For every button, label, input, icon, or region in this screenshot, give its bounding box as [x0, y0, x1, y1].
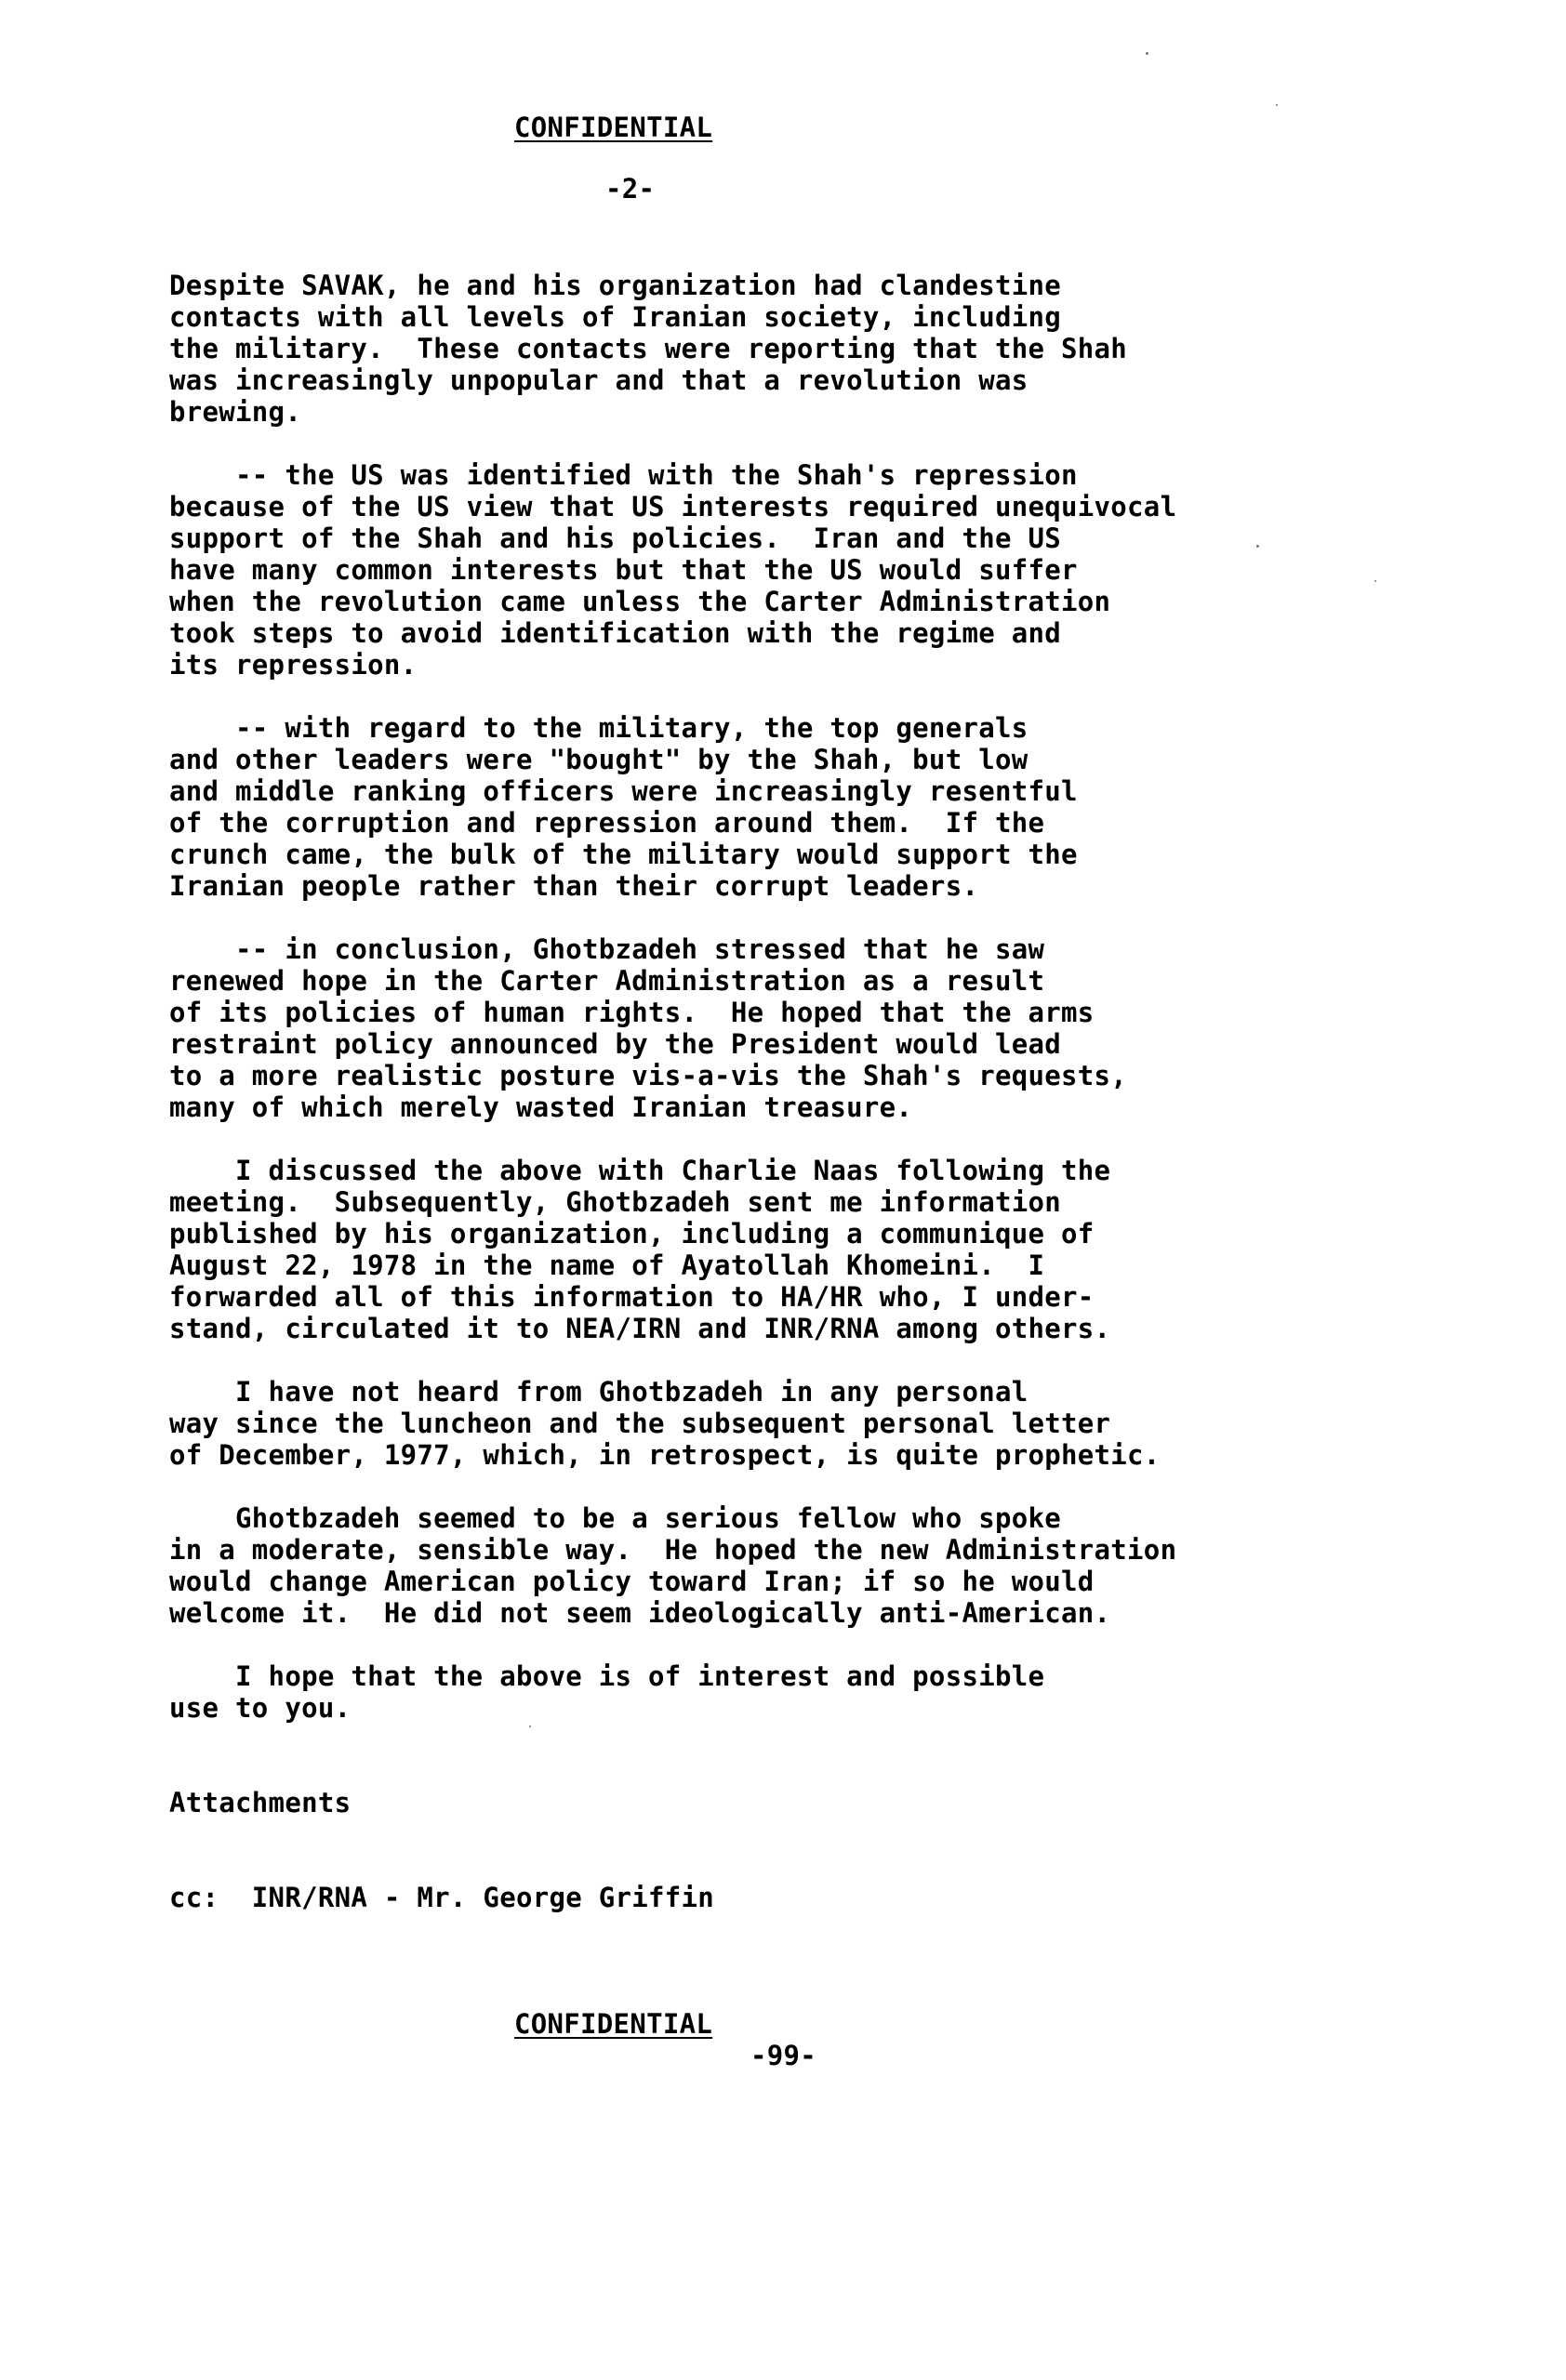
body-line: Despite SAVAK, he and his organization had clandestine	[169, 270, 1062, 301]
body-line: was increasingly unpopular and that a revolution was	[169, 364, 1029, 396]
body-line: way since the luncheon and the subsequent personal letter	[169, 1408, 1111, 1439]
body-line: to a more realistic posture vis-a-vis the Shah's requests,	[169, 1060, 1128, 1091]
body-line: meeting. Subsequently, Ghotbzadeh sent me information	[169, 1186, 1062, 1218]
body-line: in a moderate, sensible way. He hoped the new Administration	[169, 1534, 1177, 1566]
scan-speck	[1374, 580, 1376, 582]
scan-speck	[1146, 52, 1148, 55]
body-line: have many common interests but that the US would suffer	[169, 554, 1078, 586]
body-line: the military. These contacts were reporting that the Shah	[169, 333, 1128, 364]
body-line: support of the Shah and his policies. Iran and the US	[169, 522, 1062, 554]
body-line: I hope that the above is of interest and possible	[169, 1660, 1045, 1692]
scan-speck	[529, 1726, 531, 1727]
body-line: Iranian people rather than their corrupt leaders.	[169, 870, 979, 902]
body-line: of December, 1977, which, in retrospect, is quite prophetic.	[169, 1439, 1161, 1471]
body-line: its repression.	[169, 649, 418, 681]
body-line: restraint policy announced by the President would lead	[169, 1028, 1062, 1060]
body-line: and middle ranking officers were increasingly resentful	[169, 775, 1078, 807]
body-line: -- in conclusion, Ghotbzadeh stressed that he saw	[169, 933, 1045, 965]
body-line: forwarded all of this information to HA/HR who, I under-	[169, 1281, 1095, 1313]
body-line: many of which merely wasted Iranian treasure.	[169, 1091, 913, 1123]
body-line: August 22, 1978 in the name of Ayatollah Khomeini. I	[169, 1250, 1045, 1281]
body-line: Ghotbzadeh seemed to be a serious fellow who spoke	[169, 1502, 1062, 1534]
body-line: contacts with all levels of Iranian society, including	[169, 301, 1062, 333]
scan-speck	[1256, 545, 1259, 548]
body-line: and other leaders were "bought" by the Shah, but low	[169, 744, 1029, 775]
body-line: of the corruption and repression around them. If the	[169, 807, 1045, 839]
body-line: -- with regard to the military, the top generals	[169, 712, 1029, 744]
body-line: welcome it. He did not seem ideologically anti-American.	[169, 1597, 1111, 1629]
footer-classification: CONFIDENTIAL	[514, 2008, 713, 2040]
attachments-label: Attachments	[169, 1787, 352, 1818]
footer-page-number: -99-	[750, 2040, 817, 2071]
header-page-number: -2-	[605, 173, 656, 205]
scan-speck	[1276, 104, 1278, 106]
body-line: I have not heard from Ghotbzadeh in any personal	[169, 1376, 1029, 1408]
body-line: -- the US was identified with the Shah's repression	[169, 459, 1078, 491]
body-line: crunch came, the bulk of the military would support the	[169, 839, 1078, 870]
body-line: use to you.	[169, 1692, 352, 1724]
body-line: would change American policy toward Iran; if so he would	[169, 1566, 1095, 1597]
body-line: renewed hope in the Carter Administration as a result	[169, 965, 1045, 997]
header-classification: CONFIDENTIAL	[514, 112, 713, 143]
body-line: I discussed the above with Charlie Naas following the	[169, 1155, 1111, 1186]
body-line: of its policies of human rights. He hoped that the arms	[169, 997, 1095, 1028]
body-line: brewing.	[169, 396, 302, 428]
body-line: when the revolution came unless the Carter Administration	[169, 586, 1111, 617]
cc-line: cc: INR/RNA - Mr. George Griffin	[169, 1882, 715, 1913]
body-line: because of the US view that US interests required unequivocal	[169, 491, 1177, 522]
body-line: published by his organization, including a communique of	[169, 1218, 1095, 1250]
body-line: took steps to avoid identification with the regime and	[169, 617, 1062, 649]
body-line: stand, circulated it to NEA/IRN and INR/RNA among others.	[169, 1313, 1111, 1344]
